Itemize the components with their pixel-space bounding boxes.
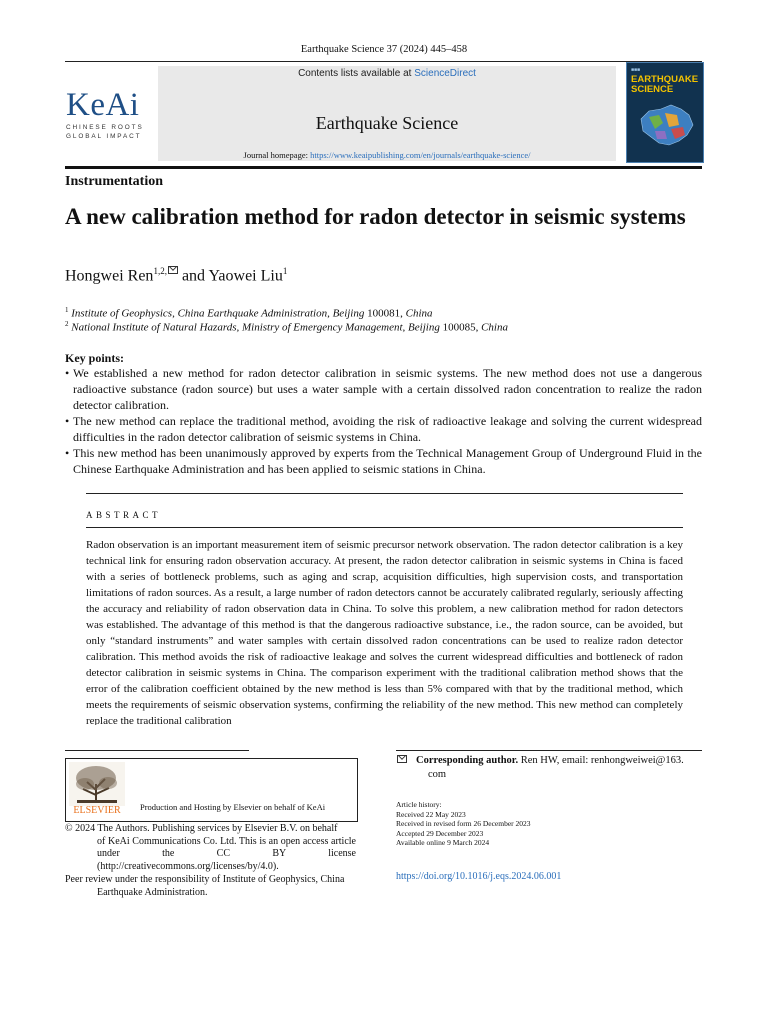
affiliation-postcode: 100081, <box>364 307 406 320</box>
author-affiliation-marks: 1,2, <box>153 266 167 276</box>
keai-tagline <box>66 124 144 141</box>
history-received: Received 22 May 2023 <box>396 809 466 819</box>
cover-title-line-1: EARTHQUAKE <box>631 74 699 85</box>
corresponding-author-note <box>396 754 702 781</box>
journal-homepage-link[interactable]: https://www.keaipublishing.com/en/journals/earthquake-science/ <box>310 150 531 160</box>
affiliation-institution: Institute of Geophysics, China Earthquake Administration, Beijing <box>71 307 365 320</box>
cover-title <box>631 75 698 94</box>
key-point-item: • We established a new method for radon detector calibration in seismic systems. The new method does not use a dangerous radioactive substance (radon source) but uses a water sample with a certain dissolved radon concentration to realize the radon detector calibration. <box>65 365 702 413</box>
sciencedirect-link[interactable]: ScienceDirect <box>414 68 476 79</box>
abstract-heading: ABSTRACT <box>86 510 162 520</box>
peer-review-note <box>65 874 356 899</box>
corresponding-email-continued[interactable]: com <box>428 768 447 780</box>
affiliation-country: China <box>405 307 433 320</box>
contents-prefix: Contents lists available at <box>298 68 415 79</box>
email-icon <box>168 266 178 274</box>
footnote-rule-left <box>65 750 249 751</box>
elsevier-hosting-box <box>65 758 358 822</box>
author-affiliation-marks: 1 <box>282 266 288 276</box>
journal-cover-image <box>626 62 704 163</box>
history-online: Available online 9 March 2024 <box>396 838 490 847</box>
affiliation-postcode: 100085, <box>439 321 482 334</box>
keai-tagline-line-1: CHINESE ROOTS <box>66 124 144 131</box>
author-list <box>65 266 287 285</box>
journal-name: Earthquake Science <box>315 113 459 133</box>
author-connector: and <box>177 267 209 285</box>
footnote-rule-right <box>396 750 702 751</box>
author-name: Hongwei Ren <box>65 267 154 285</box>
masthead-bottom-rule <box>65 166 702 169</box>
corresponding-email[interactable]: Ren HW, email: renhongweiwei@163. <box>518 755 684 766</box>
affiliation-number: 1 <box>65 306 69 314</box>
contents-line <box>158 68 616 79</box>
cover-map-graphic <box>635 101 697 149</box>
peer-review-line-rest: Earthquake Administration. <box>97 886 208 898</box>
affiliation-country: China <box>481 321 508 334</box>
masthead-top-rule <box>65 61 702 62</box>
keai-logo <box>66 88 156 144</box>
affiliation-2 <box>65 320 508 334</box>
corresponding-label: Corresponding author. <box>416 755 519 766</box>
affiliation-number: 2 <box>65 320 69 328</box>
license-line-rest: of KeAi Communications Co. Ltd. This is an open access article under the CC BY license (http://creativecommons.org/licenses/by/4.0). <box>97 835 356 872</box>
keai-tagline-line-2: GLOBAL IMPACT <box>66 132 142 140</box>
article-title: A new calibration method for radon detector in seismic systems <box>65 204 686 229</box>
article-history <box>396 800 531 848</box>
homepage-prefix: Journal homepage: <box>243 150 311 160</box>
hosting-note: Production and Hosting by Elsevier on behalf of KeAi <box>140 802 326 812</box>
doi-link[interactable]: https://doi.org/10.1016/j.eqs.2024.06.001 <box>396 871 562 882</box>
history-title: Article history: <box>396 800 442 809</box>
abstract-text: Radon observation is an important measurement item of seismic precursor network observation. The radon detector calibration is a key technical link for ensuring radon observation accuracy. At present, the radon detector calibration in seismic systems in China is faced with a series of bottleneck problems, such as aging and scrap, acquisition difficulties, high supervision costs, and transportation limitations of radon sources. As a result, a large number of radon detectors cannot be accurately calibrated regularly, seriously affecting the accuracy and reliability of radon observation data in China. To solve this problem, a new calibration method for radon detectors was established. The advantage of this method is that the dangerous radioactive substance, i.e., the radon source, can be avoided, but only “standard instruments” and water samples with certain dissolved radon concentrations can be used to realize radon detector calibration. This method avoids the risk of radioactive leakage and solves the current widespread difficulties and bottleneck of radon detector calibration in seismic systems in China. The comparison experiment with the traditional calibration method shows that the error of the calibration coefficient obtained by the new method is less than 5% compared with that by the traditional method, which meets the requirements of seismic observation systems, confirming the reliability of the new method. This new method can completely replace the traditional calibration <box>86 539 683 725</box>
key-point-item: • The new method can replace the traditional method, avoiding the risk of radioactive leakage and solving the current widespread difficulties in the radon detector calibration of seismic systems in China. <box>65 413 702 445</box>
journal-homepage-line <box>158 150 616 160</box>
history-revised: Received in revised form 26 December 2023 <box>396 819 531 828</box>
running-header: Earthquake Science 37 (2024) 445–458 <box>300 44 468 55</box>
elsevier-wordmark: ELSEVIER <box>73 805 121 816</box>
cover-top-bar: ■■■ <box>631 67 641 73</box>
license-note <box>65 823 356 873</box>
peer-review-line-first: Peer review under the responsibility of Institute of Geophysics, China <box>65 874 345 885</box>
abstract-top-rule <box>86 493 683 494</box>
key-points-heading: Key points: <box>65 351 125 365</box>
key-points-list <box>65 365 702 477</box>
affiliation-institution: National Institute of Natural Hazards, Ministry of Emergency Management, Beijing <box>71 321 440 334</box>
section-label: Instrumentation <box>65 174 164 189</box>
keai-logo-text: KeAi <box>66 87 140 123</box>
key-point-item: • This new method has been unanimously approved by experts from the Technical Management Group of Underground Fluid in the Chinese Earthquake Administration and has been applied to seismic stations in China. <box>65 445 702 477</box>
history-accepted: Accepted 29 December 2023 <box>396 828 484 838</box>
email-icon <box>397 755 407 763</box>
license-line-first: © 2024 The Authors. Publishing services by Elsevier B.V. on behalf <box>65 823 338 834</box>
cover-title-line-2: SCIENCE <box>631 83 674 95</box>
affiliation-1 <box>65 306 433 320</box>
abstract-heading-rule <box>86 527 683 528</box>
author-name: Yaowei Liu <box>208 267 283 285</box>
